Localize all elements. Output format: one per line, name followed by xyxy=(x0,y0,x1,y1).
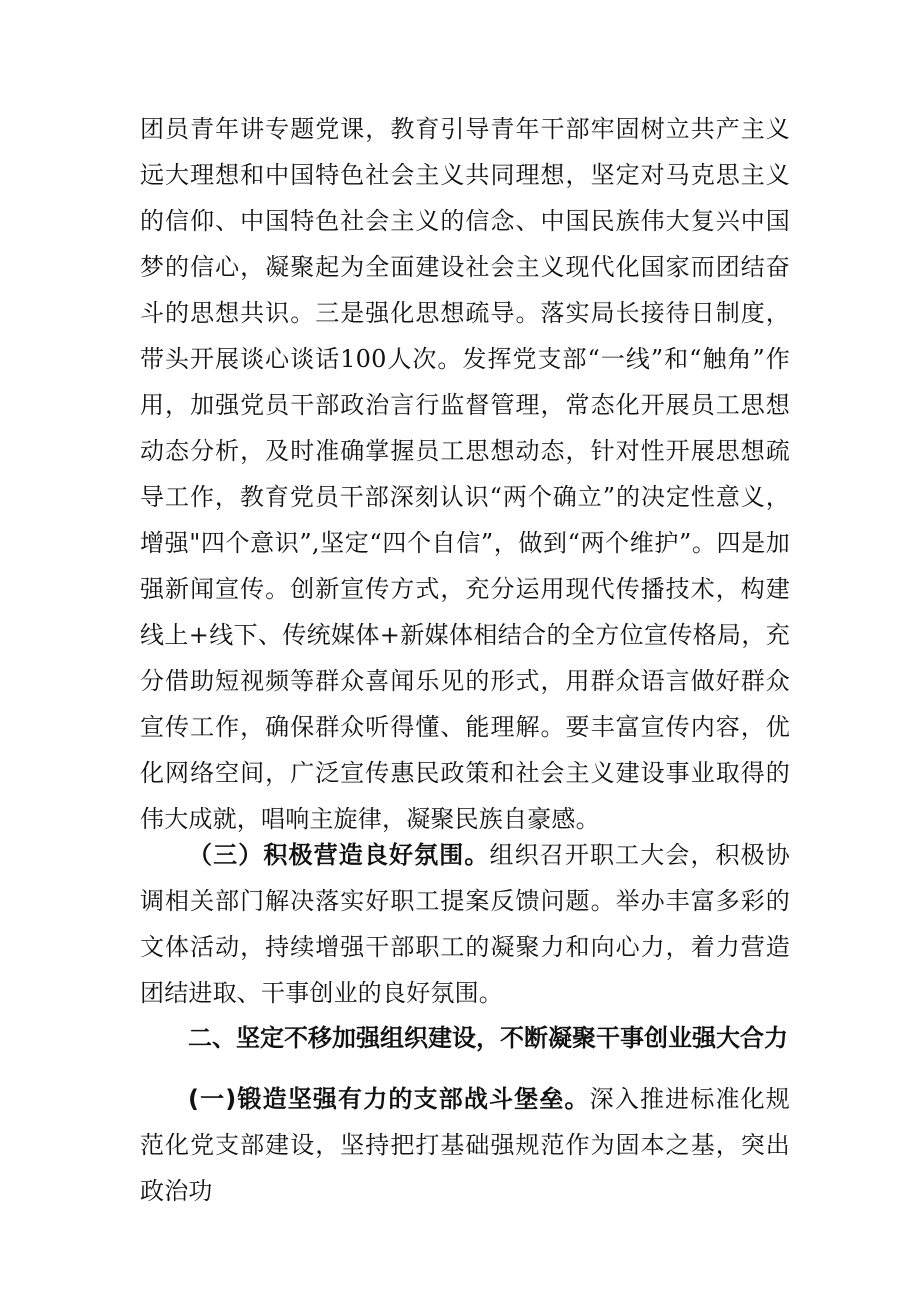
body-paragraph-1: 团员青年讲专题党课，教育引导青年干部牢固树立共产主义远大理想和中国特色社会主义共同理想，坚定对马克思主义的信仰、中国特色社会主义的信念、中国民族伟大复兴中国梦的信心，凝聚起为全面建设社会主义现代化国家而团结奋斗的思想共识。三是强化思想疏导。落实局长接待日制度，带头开展谈心谈话100人次。发挥党支部“一线”和“触角”作用，加强党员干部政治言行监督管理，常态化开展员工思想动态分析，及时准确掌握员工思想动态，针对性开展思想疏导工作，教育党员干部深刻认识“两个确立”的决定性意义，增强"四个意识”,坚定“四个自信”，做到“两个维护”。四是加强新闻宣传。创新宣传方式，充分运用现代传播技术，构建线上+线下、传统媒体+新媒体相结合的全方位宣传格局，充分借助短视频等群众喜闻乐见的形式，用群众语言做好群众宣传工作，确保群众听得懂、能理解。要丰富宣传内容，优化网络空间，广泛宣传惠民政策和社会主义建设事业取得的伟大成就，唱响主旋律，凝聚民族自豪感。 xyxy=(140,115,790,833)
body-paragraph-2 xyxy=(140,832,790,1016)
subsection-body-3: 组织召开职工大会，积极协调相关部门解决落实好职工提案反馈问题。举办丰富多彩的文体活动，持续增强干部职工的凝聚力和向心力，着力营造团结进取、干事创业的良好氛围。 xyxy=(140,841,791,1007)
subsection-title-3: （三）积极营造良好氛围。 xyxy=(188,841,490,869)
body-paragraph-3 xyxy=(140,1076,790,1214)
subsection-body-1: 深入推进标准化规范化党支部建设，坚持把打基础强规范作为固本之基，突出政治功 xyxy=(140,1085,790,1205)
section-heading-2: 二、坚定不移加强组织建设，不断凝聚干事创业强大合力 xyxy=(188,1024,788,1052)
subsection-title-1: (一)锻造坚强有力的支部战斗堡垒。 xyxy=(188,1085,590,1113)
